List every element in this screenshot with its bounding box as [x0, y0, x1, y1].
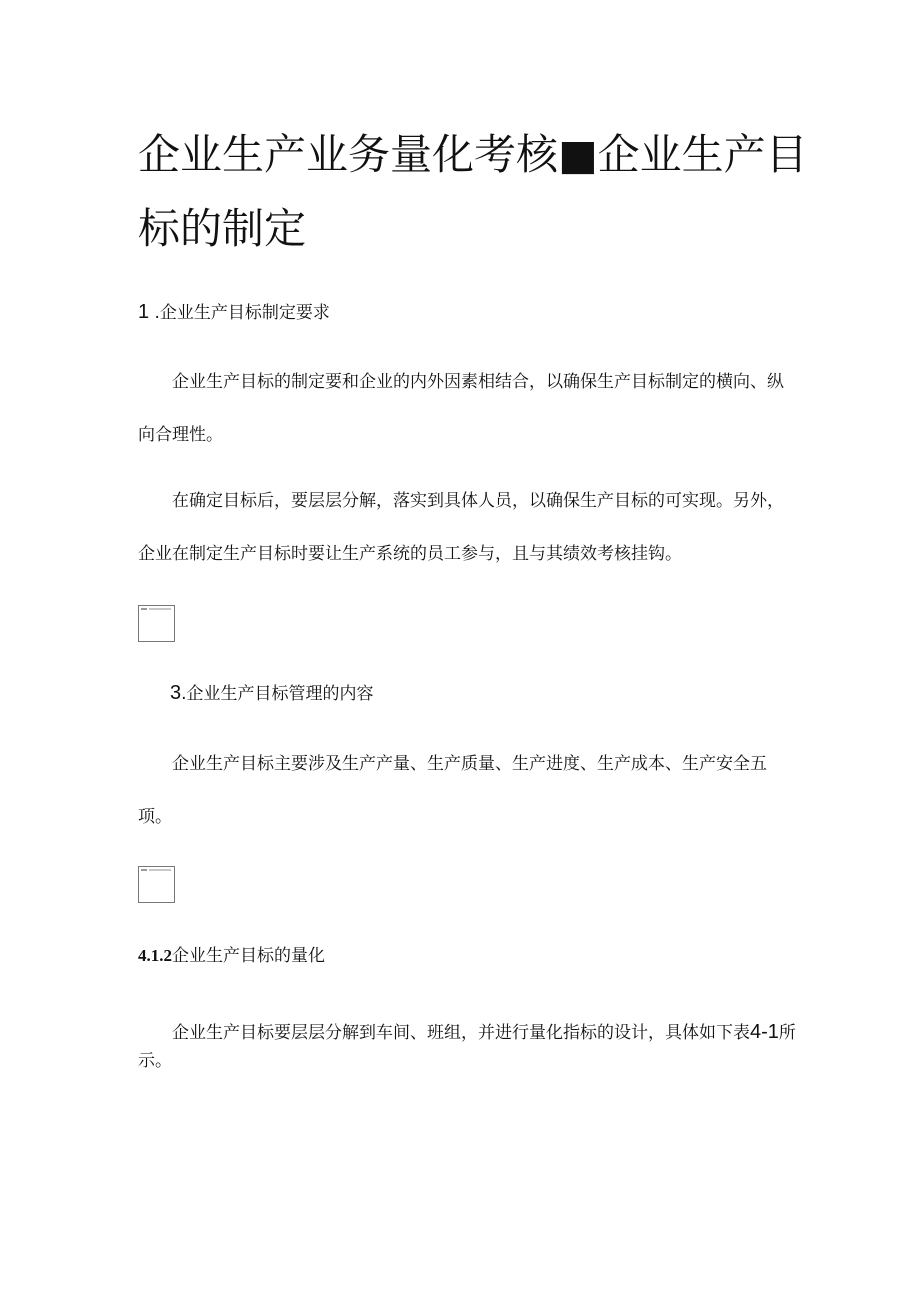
image-icon: [141, 869, 171, 871]
embedded-image-placeholder: [138, 605, 175, 642]
paragraph: 企业生产目标的制定要和企业的内外因素相结合，以确保生产目标制定的横向、纵向合理性。: [138, 372, 784, 445]
embedded-image-placeholder: [138, 866, 175, 903]
paragraph-text: 企业生产目标要层层分解到车间、班组，并进行量化指标的设计，具体如下表: [172, 1023, 750, 1043]
section-heading-1: [138, 300, 330, 325]
section-number: 1: [138, 301, 150, 323]
paragraph: [138, 1018, 798, 1075]
section-heading-4-1-2: [138, 944, 325, 968]
table-reference-number: 4-1: [750, 1021, 779, 1043]
paragraph: 在确定目标后，要层层分解，落实到具体人员，以确保生产目标的可实现。另外，企业在制定生产目标时要让生产系统的员工参与，且与其绩效考核挂钩。: [138, 491, 784, 564]
section-heading-text: .企业生产目标管理的内容: [181, 684, 374, 704]
section-heading-text: 企业生产目标的量化: [172, 946, 325, 966]
paragraph: 企业生产目标主要涉及生产产量、生产质量、生产进度、生产成本、生产安全五项。: [138, 754, 767, 827]
image-icon: [141, 608, 171, 610]
section-number: 3: [170, 682, 182, 704]
section-number: 4.1.2: [138, 946, 172, 965]
page-title: 企业生产业务量化考核■企业生产目标的制定: [138, 130, 808, 253]
section-heading-text: .企业生产目标制定要求: [149, 303, 330, 323]
paragraph-text: 所示。: [138, 1023, 796, 1071]
section-heading-3: [170, 681, 374, 706]
